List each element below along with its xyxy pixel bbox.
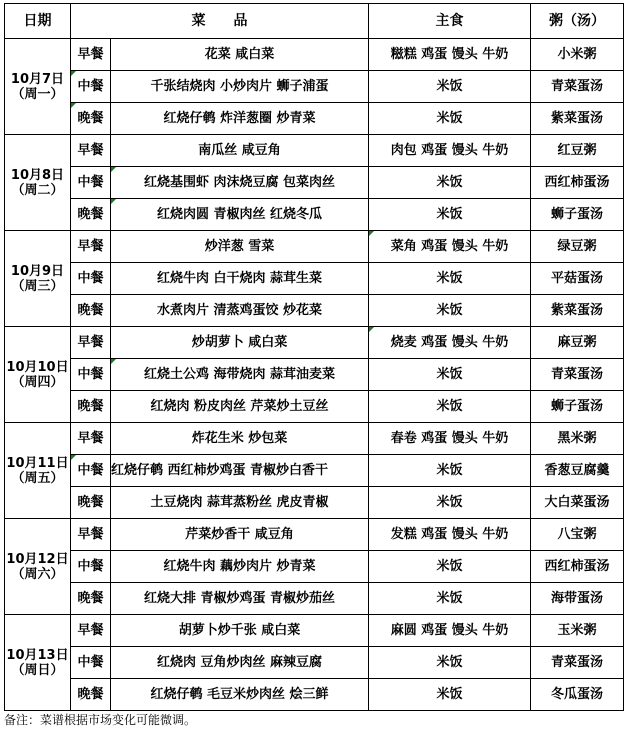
soup-cell: 香葱豆腐羹	[531, 455, 624, 487]
header-row	[5, 4, 624, 39]
meal-cell: 中餐	[71, 71, 111, 103]
menu-body	[5, 39, 624, 711]
dishes-cell: 红烧基围虾 肉沫烧豆腐 包菜肉丝	[111, 167, 369, 199]
date-cell	[5, 519, 71, 615]
dishes-cell: 南瓜丝 咸豆角	[111, 135, 369, 167]
meal-cell: 晚餐	[71, 679, 111, 711]
soup-cell: 紫菜蛋汤	[531, 295, 624, 327]
meal-cell: 早餐	[71, 39, 111, 71]
date-cell	[5, 39, 71, 135]
meal-cell: 中餐	[71, 551, 111, 583]
soup-cell: 麻豆粥	[531, 327, 624, 359]
soup-cell: 海带蛋汤	[531, 583, 624, 615]
dishes-cell: 炸花生米 炒包菜	[111, 423, 369, 455]
meal-row	[5, 551, 624, 583]
staple-cell: 米饭	[369, 103, 531, 135]
soup-cell: 青菜蛋汤	[531, 71, 624, 103]
dishes-cell: 炒洋葱 雪菜	[111, 231, 369, 263]
dishes-cell: 红烧仔鹌 西红柿炒鸡蛋 青椒炒白香干	[111, 455, 369, 487]
meal-row	[5, 615, 624, 647]
soup-cell: 紫菜蛋汤	[531, 103, 624, 135]
dishes-cell: 红烧肉圆 青椒肉丝 红烧冬瓜	[111, 199, 369, 231]
meal-row	[5, 647, 624, 679]
soup-cell: 红豆粥	[531, 135, 624, 167]
staple-cell: 米饭	[369, 647, 531, 679]
soup-cell: 青菜蛋汤	[531, 647, 624, 679]
date-label: 10月7日	[10, 71, 65, 87]
soup-cell: 蛳子蛋汤	[531, 391, 624, 423]
date-label: 10月10日	[6, 359, 69, 375]
date-cell	[5, 423, 71, 519]
dishes-cell: 炒胡萝卜 咸白菜	[111, 327, 369, 359]
staple-cell: 米饭	[369, 71, 531, 103]
header-date: 日期	[5, 4, 71, 39]
weekly-menu-table	[4, 3, 624, 711]
dishes-cell: 红烧仔鹌 炸洋葱圈 炒青菜	[111, 103, 369, 135]
dishes-cell: 红烧牛肉 白干烧肉 蒜茸生菜	[111, 263, 369, 295]
staple-cell: 米饭	[369, 455, 531, 487]
dishes-cell: 红烧土公鸡 海带烧肉 蒜茸油麦菜	[111, 359, 369, 391]
soup-cell: 黑米粥	[531, 423, 624, 455]
staple-cell: 米饭	[369, 167, 531, 199]
meal-row	[5, 71, 624, 103]
date-cell	[5, 231, 71, 327]
soup-cell: 玉米粥	[531, 615, 624, 647]
meal-row	[5, 231, 624, 263]
staple-cell: 米饭	[369, 487, 531, 519]
dishes-cell: 胡萝卜炒千张 咸白菜	[111, 615, 369, 647]
dishes-cell: 红烧肉 豆角炒肉丝 麻辣豆腐	[111, 647, 369, 679]
meal-cell: 早餐	[71, 615, 111, 647]
meal-cell: 中餐	[71, 647, 111, 679]
weekday-label: （周四）	[11, 374, 64, 390]
meal-cell: 中餐	[71, 263, 111, 295]
meal-row	[5, 199, 624, 231]
header-staple: 主食	[369, 4, 531, 39]
meal-cell: 晚餐	[71, 391, 111, 423]
date-label: 10月11日	[6, 455, 69, 471]
date-label: 10月8日	[10, 167, 65, 183]
weekday-label: （周二）	[11, 182, 64, 198]
dishes-cell: 土豆烧肉 蒜茸蒸粉丝 虎皮青椒	[111, 487, 369, 519]
staple-cell: 米饭	[369, 359, 531, 391]
dishes-cell: 花菜 咸白菜	[111, 39, 369, 71]
meal-row	[5, 455, 624, 487]
meal-cell: 早餐	[71, 135, 111, 167]
staple-cell: 糍糕 鸡蛋 馒头 牛奶	[369, 39, 531, 71]
meal-row	[5, 679, 624, 711]
meal-cell: 早餐	[71, 327, 111, 359]
meal-row	[5, 135, 624, 167]
soup-cell: 大白菜蛋汤	[531, 487, 624, 519]
date-label: 10月9日	[10, 263, 65, 279]
staple-cell: 米饭	[369, 295, 531, 327]
meal-row	[5, 583, 624, 615]
dishes-cell: 红烧牛肉 藕炒肉片 炒青菜	[111, 551, 369, 583]
weekday-label: （周五）	[11, 470, 64, 486]
soup-cell: 蛳子蛋汤	[531, 199, 624, 231]
meal-row	[5, 167, 624, 199]
meal-cell: 早餐	[71, 231, 111, 263]
date-label: 10月13日	[6, 647, 69, 663]
soup-cell: 青菜蛋汤	[531, 359, 624, 391]
meal-row	[5, 327, 624, 359]
meal-row	[5, 519, 624, 551]
staple-cell: 米饭	[369, 679, 531, 711]
soup-cell: 西红柿蛋汤	[531, 167, 624, 199]
meal-cell: 晚餐	[71, 199, 111, 231]
staple-cell: 烧麦 鸡蛋 馒头 牛奶	[369, 327, 531, 359]
date-cell	[5, 135, 71, 231]
meal-cell: 中餐	[71, 167, 111, 199]
meal-cell: 晚餐	[71, 295, 111, 327]
meal-cell: 早餐	[71, 423, 111, 455]
date-label: 10月12日	[6, 551, 69, 567]
dishes-cell: 芹菜炒香干 咸豆角	[111, 519, 369, 551]
soup-cell: 小米粥	[531, 39, 624, 71]
dishes-cell: 千张结烧肉 小炒肉片 蛳子浦蛋	[111, 71, 369, 103]
dishes-cell: 红烧仔鹌 毛豆米炒肉丝 烩三鲜	[111, 679, 369, 711]
staple-cell: 麻圆 鸡蛋 馒头 牛奶	[369, 615, 531, 647]
meal-cell: 晚餐	[71, 583, 111, 615]
footnote: 备注：菜谱根据市场变化可能微调。	[4, 713, 197, 727]
header-soup: 粥（汤）	[531, 4, 624, 39]
meal-cell: 晚餐	[71, 103, 111, 135]
meal-row	[5, 391, 624, 423]
header-dishes: 菜 品	[71, 4, 369, 39]
meal-cell: 早餐	[71, 519, 111, 551]
soup-cell: 平菇蛋汤	[531, 263, 624, 295]
dishes-cell: 红烧大排 青椒炒鸡蛋 青椒炒茄丝	[111, 583, 369, 615]
staple-cell: 米饭	[369, 199, 531, 231]
soup-cell: 八宝粥	[531, 519, 624, 551]
weekday-label: （周六）	[11, 566, 64, 582]
meal-row	[5, 39, 624, 71]
weekday-label: （周三）	[11, 278, 64, 294]
soup-cell: 冬瓜蛋汤	[531, 679, 624, 711]
weekday-label: （周一）	[11, 86, 64, 102]
staple-cell: 肉包 鸡蛋 馒头 牛奶	[369, 135, 531, 167]
soup-cell: 西红柿蛋汤	[531, 551, 624, 583]
meal-row	[5, 487, 624, 519]
dishes-cell: 水煮肉片 清蒸鸡蛋饺 炒花菜	[111, 295, 369, 327]
date-cell	[5, 615, 71, 711]
meal-cell: 中餐	[71, 455, 111, 487]
meal-cell: 晚餐	[71, 487, 111, 519]
staple-cell: 米饭	[369, 263, 531, 295]
staple-cell: 春卷 鸡蛋 馒头 牛奶	[369, 423, 531, 455]
staple-cell: 发糕 鸡蛋 馒头 牛奶	[369, 519, 531, 551]
meal-row	[5, 423, 624, 455]
staple-cell: 菜角 鸡蛋 馒头 牛奶	[369, 231, 531, 263]
meal-row	[5, 359, 624, 391]
soup-cell: 绿豆粥	[531, 231, 624, 263]
staple-cell: 米饭	[369, 391, 531, 423]
dishes-cell: 红烧肉 粉皮肉丝 芹菜炒土豆丝	[111, 391, 369, 423]
staple-cell: 米饭	[369, 583, 531, 615]
staple-cell: 米饭	[369, 551, 531, 583]
meal-row	[5, 103, 624, 135]
meal-cell: 中餐	[71, 359, 111, 391]
meal-row	[5, 295, 624, 327]
date-cell	[5, 327, 71, 423]
meal-row	[5, 263, 624, 295]
weekday-label: （周日）	[11, 662, 64, 678]
